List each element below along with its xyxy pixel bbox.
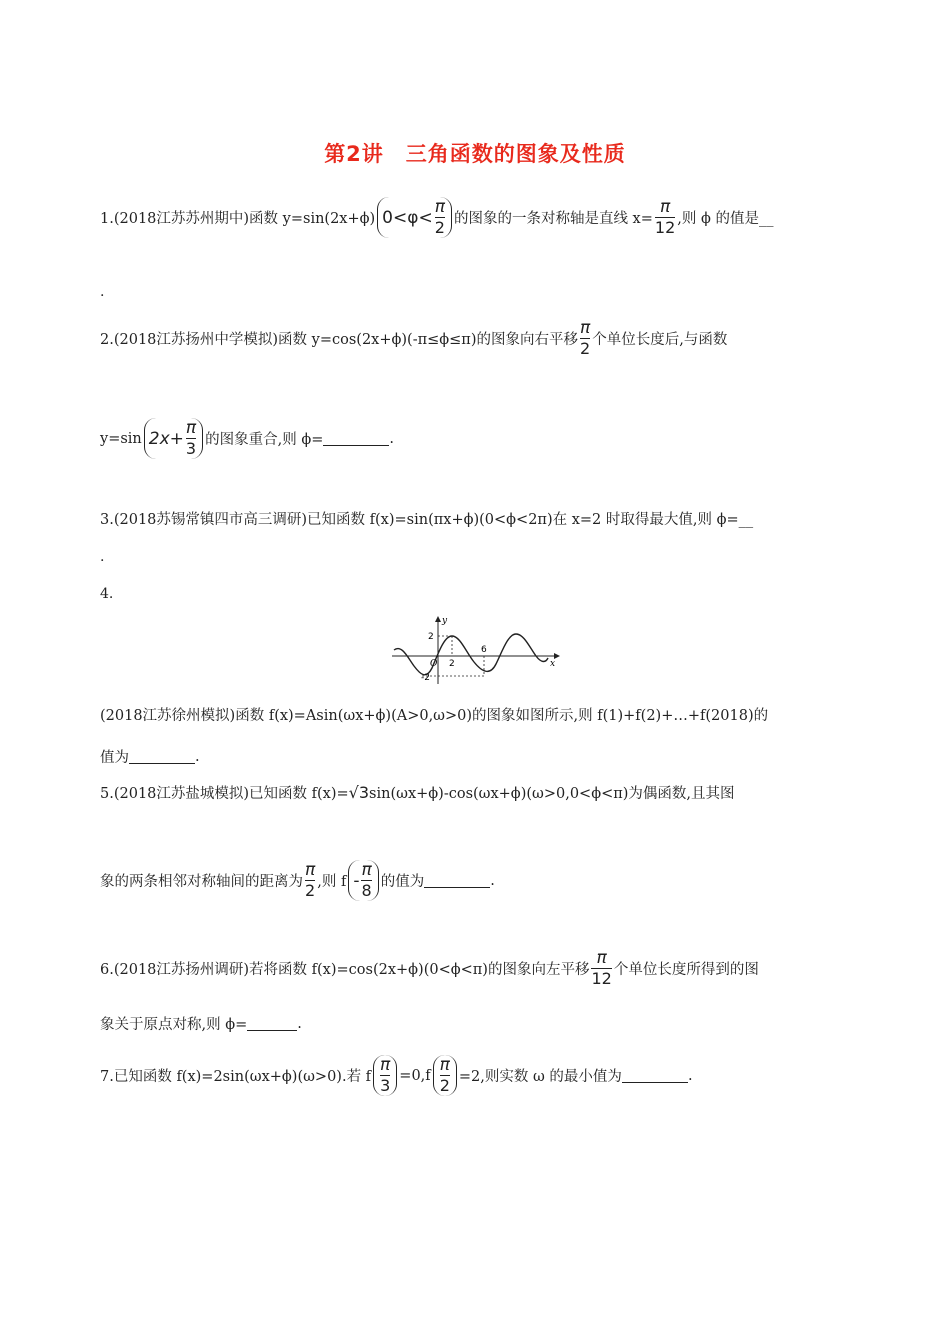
frac-denominator: 2 [439,1076,450,1095]
question-5-line-2 [100,860,495,901]
question-4-line-2 [100,746,200,767]
question-2-line-2 [100,418,394,459]
q1-interval-label: 0<φ< [382,207,433,228]
answer-blank[interactable] [247,1016,297,1031]
q2-line2-text-b: 的图象重合,则 ϕ= [205,432,324,448]
q2-end: . [389,430,395,447]
q3-dot: . [100,549,105,565]
q5-fraction-pi-8 [361,860,371,901]
frac-numerator: π [659,197,671,217]
q5-fraction-pi-2 [305,860,315,901]
q2-fraction-pi-3 [186,418,196,459]
frac-numerator: π [305,860,316,880]
frac-denominator: 12 [591,969,612,988]
q7-text-c: =2,则实数 ω 的最小值为 [458,1069,622,1085]
q2-text-b: 个单位长度后,与函数 [592,332,728,348]
frac-denominator: 12 [654,218,676,237]
q5-line2-text-b: ,则 f [317,874,347,890]
sine-curve [394,634,548,675]
q5-text-a: 5.(2018江苏盐城模拟)已知函数 f(x)= [100,786,349,802]
q7-fraction-pi-3 [380,1055,390,1096]
q1-fraction-pi-12 [655,197,675,238]
x-tick-2: 2 [449,659,455,669]
q4-text-a: (2018江苏徐州模拟)函数 f(x)=Asin(ωx+ϕ)(A>0,ω>0)的图象如图所示,则 f(1)+f(2)+…+f(2018)的 [100,708,769,724]
question-2 [100,318,727,359]
x-axis-label: x [550,659,556,669]
q1-text-a: 1.(2018江苏苏州期中)函数 y=sin(2x+ϕ) [100,211,376,227]
q1-interval [377,197,452,238]
frac-denominator: 3 [185,439,197,458]
answer-blank[interactable] [622,1068,688,1083]
frac-denominator: 2 [434,218,445,237]
q4-text-b: 值为 [100,750,129,766]
question-6-line-2 [100,1013,302,1034]
y-tick-neg-2: -2 [421,673,430,683]
q6-fraction-pi-12 [591,948,611,989]
question-4 [100,704,768,725]
y-axis-arrow-icon [435,616,441,622]
question-6 [100,948,759,989]
frac-denominator: 3 [380,1076,391,1095]
frac-numerator: π [439,1055,450,1075]
y-axis-label: y [442,616,448,626]
sqrt-3: √3 [348,783,370,802]
frac-numerator: π [434,197,445,217]
question-7 [100,1055,693,1096]
answer-blank[interactable] [323,431,389,446]
origin-label: O [430,659,438,669]
q1-text-c: ,则 ϕ 的值是__ [677,211,774,227]
q2-text-a: 2.(2018江苏扬州中学模拟)函数 y=cos(2x+ϕ)(-π≤ϕ≤π)的图象向右平移 [100,332,578,348]
frac-numerator: π [380,1055,391,1075]
q2-argument-text: 2x+ [148,428,184,449]
q4-number: 4. [100,586,114,602]
q2-line2-text-a: y=sin [100,430,142,447]
q6-text-b: 个单位长度所得到的图 [613,962,759,978]
q6-text-a: 6.(2018江苏扬州调研)若将函数 f(x)=cos(2x+ϕ)(0<ϕ<π)的图象向左平移 [100,962,590,978]
frac-denominator: 2 [580,339,591,358]
frac-numerator: π [185,418,197,438]
answer-blank[interactable] [129,749,195,764]
q7-argument-2 [433,1055,457,1096]
page-title: 第2讲 三角函数的图象及性质 [324,142,626,166]
q6-end: . [297,1015,302,1032]
q2-fraction-pi-2 [580,318,590,359]
q5-line2-text-c: 的值为 [380,874,425,890]
q3-text: 3.(2018苏锡常镇四市高三调研)已知函数 f(x)=sin(πx+ϕ)(0<ϕ<2π)在 x=2 时取得最大值,则 ϕ=__ [100,512,754,528]
frac-numerator: π [580,318,591,338]
q2-argument [144,418,203,459]
minus-sign: - [353,870,360,891]
answer-blank[interactable] [424,873,490,888]
q5-text-b: sin(ωx+ϕ)-cos(ωx+ϕ)(ω>0,0<ϕ<π)为偶函数,且其图 [369,786,735,802]
q7-fraction-pi-2 [440,1055,450,1096]
q6-line2-text: 象关于原点对称,则 ϕ= [100,1017,248,1033]
y-tick-2: 2 [428,632,434,642]
sine-graph [392,614,562,686]
q7-text-b: =0,f [399,1067,431,1084]
q7-text-a: 7.已知函数 f(x)=2sin(ωx+ϕ)(ω>0).若 f [100,1069,372,1085]
q4-end: . [195,748,200,765]
q5-line2-text-a: 象的两条相邻对称轴间的距离为 [100,874,303,890]
question-1 [100,197,773,238]
frac-numerator: π [361,860,372,880]
q7-argument-1 [373,1055,397,1096]
q5-end: . [490,872,495,889]
q5-argument [348,860,378,901]
q1-text-b: 的图象的一条对称轴是直线 x= [453,211,653,227]
q7-end: . [687,1067,693,1084]
question-3 [100,508,753,529]
frac-numerator: π [596,948,607,968]
q1-fraction-pi-2 [435,197,445,238]
x-tick-6: 6 [481,645,487,655]
q1-dot: . [100,284,105,300]
frac-denominator: 8 [361,881,372,900]
frac-denominator: 2 [305,881,316,900]
question-5 [100,782,735,803]
